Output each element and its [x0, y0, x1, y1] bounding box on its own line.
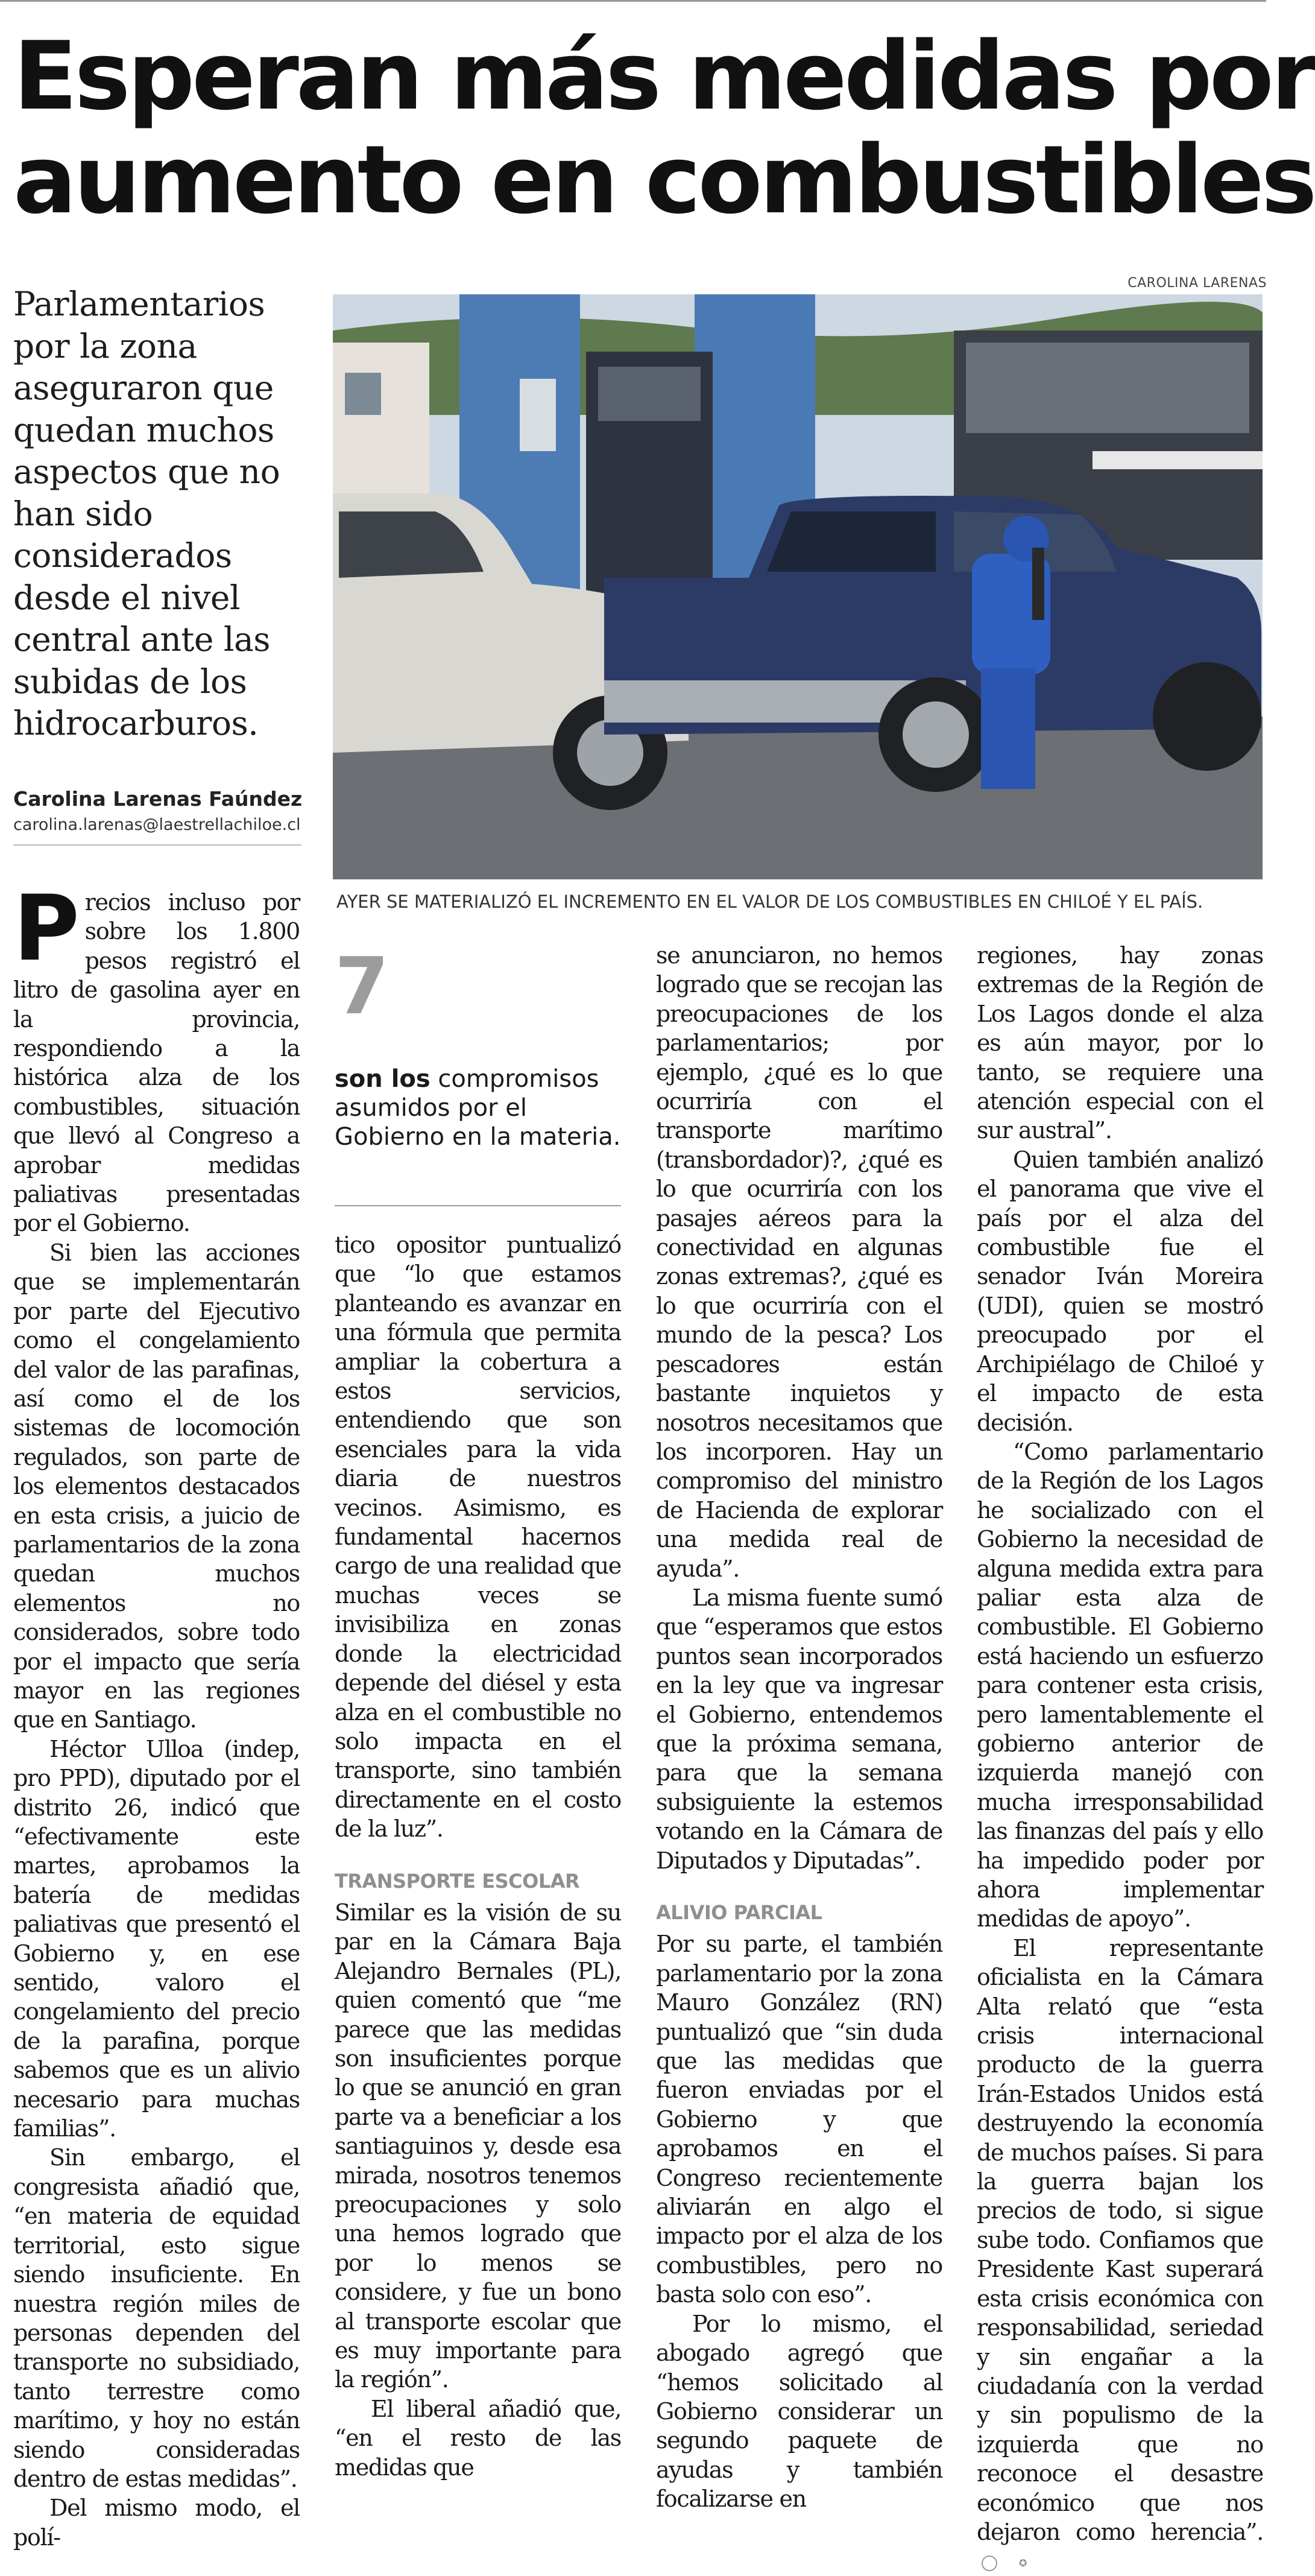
paragraph: regiones, hay zonas extremas de la Región de Los Lagos donde el alza es aún mayor, por lo tanto, se requiere una atención especial con el sur austral”.: [977, 942, 1263, 1144]
caution-tape: [1093, 451, 1263, 469]
headline-line-1: Esperan más medidas por: [13, 21, 1314, 131]
deck-line: han sido: [13, 494, 153, 533]
truck-wheel-front: [1153, 662, 1261, 771]
fact-number: 7: [335, 940, 389, 1032]
deck-line: quedan muchos: [13, 410, 274, 449]
shop-window: [966, 343, 1249, 433]
paragraph: Similar es la visión de su par en la Cámara Baja Alejandro Bernales (PL), quien comentó que “me parece que las medidas son insuficientes porque lo que se anunció en gran parte va a beneficiar a los santiaguinos y, desde esa mirada, nosotros tenemos preocupaciones y solo una hemos logrado que por lo menos se considere, y fue un bono al transporte escolar que es muy importante para la región”.: [335, 1899, 621, 2393]
fact-rule: [335, 1205, 621, 1206]
headline-line-2: aumento en combustibles: [13, 125, 1314, 235]
article-column-4: [977, 941, 1263, 2576]
paragraph: Héctor Ulloa (indep, pro PPD), diputado por el distrito 26, indicó que “efectivamente este martes, aprobamos la batería de medidas paliativas que presentó el Gobierno y, en ese sentido, valoro el congelamiento del precio de la parafina, porque sabemos que es un alivio necesario para muchas familias”.: [13, 1735, 300, 2142]
fact-lead: son los: [335, 1065, 430, 1093]
paragraph: tico opositor puntualizó que “lo que estamos planteando es avanzar en una fórmula que permita ampliar la cobertura a estos servicios, entendiendo que son esenciales para la vida diaria de nuestros vecinos. Asimismo, es fundamental hacernos cargo de una realidad que muchas veces se invisibiliza en zonas donde la electricidad depende del diésel y esta alza en el combustible no solo impacta en el transporte, sino también directamente en el costo de la luz”.: [335, 1232, 621, 1843]
paragraph: [13, 876, 300, 1238]
paragraph: Por su parte, el también parlamentario por la zona Mauro González (RN) puntualizó que “sin duda que las medidas que fueron enviadas por el Gobierno y que aprobamos en el Congreso recientemente aliviarán en algo el impacto por el alza de los combustibles, pero no basta solo con eso”.: [656, 1931, 942, 2308]
fact-text: [335, 1065, 624, 1151]
deck: [13, 283, 315, 745]
article-column-2: [335, 1230, 621, 2482]
deck-line: central ante las: [13, 620, 270, 659]
pillar-sign: [520, 379, 556, 451]
fact-box: [335, 940, 624, 1151]
deck-line: aseguraron que: [13, 369, 274, 407]
byline-email: carolina.larenas@laestrellachiloe.cl: [13, 815, 301, 834]
deck-line: Parlamentarios: [13, 285, 265, 323]
paragraph: Si bien las acciones que se implementarán por parte del Ejecutivo como el congelamiento del valor de las parafinas, así como el de los sistemas de locomoción regulados, son parte de los elementos destacados en esta crisis, a juicio de parlamentarios de la zona quedan muchos elementos no considerados, sobre todo por el impacto que sería mayor en las regiones que en Santiago.: [13, 1239, 300, 1733]
paragraph: [977, 1934, 1263, 2576]
truck-window-rear: [767, 511, 936, 572]
top-rule: [0, 0, 1266, 2]
paragraph: “Como parlamentario de la Región de los Lagos he socializado con el Gobierno la necesidad de alguna medida extra para paliar esta alza de combustible. El Gobierno está haciendo un esfuerzo para contener esta crisis, pero lamentablemente el gobierno anterior de izquierda manejó con mucha irresponsabilidad las finanzas del país y ello ha impedido poder por ahora implementar medidas de apoyo”.: [977, 1438, 1263, 1932]
deck-line: por la zona: [13, 326, 197, 366]
photo-gas-station: [333, 294, 1263, 879]
paragraph: Sin embargo, el congresista añadió que, “en materia de equidad territorial, esto sigue siendo insuficiente. En nuestra región miles de personas dependen del transporte no subsidiado, tanto terrestre como marítimo, y hoy no están siendo consideradas dentro de estas medidas”.: [13, 2144, 300, 2492]
article-column-1: [13, 876, 300, 2552]
subhead-alivio-parcial: ALIVIO PARCIAL: [656, 1901, 822, 1924]
paragraph: se anunciaron, no hemos logrado que se recojan las preocupaciones de los parlamentarios; por ejemplo, ¿qué es lo que ocurriría con el transporte marítimo (transbordador)?, ¿qué es lo que ocurriría con los pasajes aéreos para la conectividad en algunas zonas extremas?, ¿qué es lo que ocurriría con el mundo de la pesca? Los pescadores están bastante inquietos y nosotros necesitamos que los incorporen. Hay un compromiso del ministro de Hacienda de explorar una medida real de ayuda”.: [656, 942, 942, 1582]
end-mark-icon: ✪: [982, 2555, 997, 2571]
photo-illustration: [333, 294, 1263, 879]
house-window: [345, 373, 381, 415]
fact-body: compromisos asumidos por el Gobierno en la materia.: [335, 1065, 621, 1151]
paragraph: Quien también analizó el panorama que vive el país por el alza del combustible fue el senador Iván Moreira (UDI), quien se mostró preocupado por el Archipiélago de Chiloé y el impacto de esta decisión.: [977, 1146, 1263, 1436]
deck-line: desde el nivel: [13, 578, 241, 617]
deck-line: subidas de los: [13, 662, 247, 701]
drop-cap: P: [13, 876, 79, 981]
truck-rim-rear: [903, 701, 969, 768]
deck-line: considerados: [13, 536, 232, 575]
paragraph-text: recios incluso por sobre los 1.800 pesos registró el litro de gasolina ayer en la provincia, respondiendo a la histórica alza de los combustibles, situación que llevó al Congreso a aprobar medidas paliativas presentadas por el Gobierno.: [13, 889, 300, 1237]
deck-line: hidrocarburos.: [13, 704, 259, 742]
article-column-3: [656, 941, 942, 2514]
byline-rule: [13, 844, 301, 846]
pump-display: [598, 367, 701, 421]
deck-line: aspectos que no: [13, 452, 280, 491]
photo-credit: CAROLINA LARENAS: [1127, 276, 1267, 291]
paragraph: La misma fuente sumó que “esperamos que estos puntos sean incorporados en la ley que va ingresar el Gobierno, entendemos que la próxima semana, para que la semana subsiguiente la estemos votando en la Cámara de Diputados y Diputadas”.: [656, 1584, 942, 1874]
headline: [13, 21, 1314, 235]
photo-caption: AYER SE MATERIALIZÓ EL INCREMENTO EN EL VALOR DE LOS COMBUSTIBLES EN CHILOÉ Y EL PAÍS.: [336, 891, 1203, 912]
paragraph-text: El representante oficialista en la Cámara Alta relató que “esta crisis internacional producto de la guerra Irán-Estados Unidos está destruyendo la economía de muchos países. Si para la guerra bajan los precios de todo, si sigue sube todo. Confiamos que Presidente Kast superará esta crisis económica con responsabilidad, seriedad y sin engañar a la ciudadanía con la verdad y sin populismo de la izquierda que no reconoce el desastre económico que nos dejaron como herencia”.: [977, 1934, 1263, 2545]
byline-author: Carolina Larenas Faúndez: [13, 787, 303, 811]
subhead-transporte-escolar: TRANSPORTE ESCOLAR: [335, 1869, 580, 1893]
attendant-hair: [1032, 548, 1044, 620]
paragraph: El liberal añadió que, “en el resto de las medidas que: [335, 2395, 621, 2481]
paragraph: Por lo mismo, el abogado agregó que “hemos solicitado al Gobierno considerar un segundo paquete de ayudas y también focalizarse en: [656, 2310, 942, 2513]
paragraph: Del mismo modo, el polí-: [13, 2495, 300, 2551]
attendant-pants: [981, 668, 1035, 789]
